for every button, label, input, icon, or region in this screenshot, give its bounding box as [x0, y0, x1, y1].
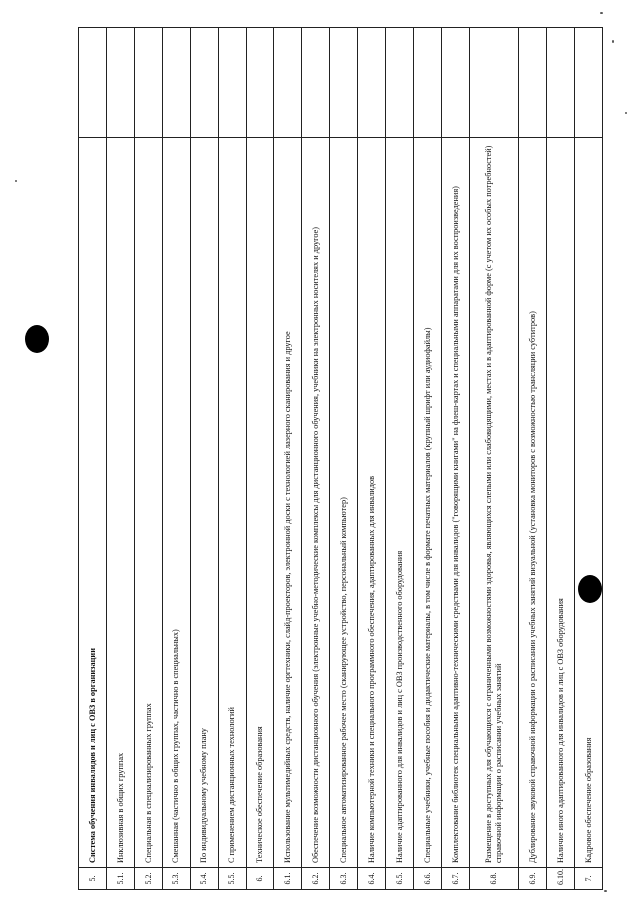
row-description-cell: Техническое обеспечение образования — [246, 138, 274, 868]
row-value-cell — [106, 28, 134, 138]
row-description-cell: Кадровое обеспечение образования — [574, 138, 602, 868]
row-description-cell: Специальные учебники, учебные пособия и дидактические материалы, в том числе в формате печатных материалов (крупный шрифт или аудиофайлы) — [414, 138, 442, 868]
row-description-cell: По индивидуальному учебному плану — [190, 138, 218, 868]
scan-speck — [15, 180, 17, 182]
table-row — [134, 28, 162, 890]
row-value-cell — [441, 28, 469, 138]
row-number-cell: 6.2. — [302, 868, 330, 890]
row-value-cell — [546, 28, 574, 138]
table-row — [274, 28, 302, 890]
row-number-cell: 6.9. — [519, 868, 547, 890]
scan-speck — [612, 40, 614, 43]
row-description-cell: Дублирование звуковой справочной информации о расписании учебных занятий визуальной (установка мониторов с возможностью трансляции субтитров) — [519, 138, 547, 868]
row-value-cell — [302, 28, 330, 138]
row-description-cell: Размещение в доступных для обучающихся с ограниченными возможностями здоровья, являющихся слепыми или слабовидящими, местах и в адаптированной форме (с учетом их особых потребностей) справочной информации о расписании учебных занятий — [469, 138, 518, 868]
table-row — [190, 28, 218, 890]
row-value-cell — [246, 28, 274, 138]
row-value-cell — [469, 28, 518, 138]
table-row — [546, 28, 574, 890]
scan-speck — [600, 12, 603, 14]
row-number-cell: 5.1. — [106, 868, 134, 890]
row-number-cell: 6.5. — [386, 868, 414, 890]
row-value-cell — [218, 28, 246, 138]
row-number-cell: 5.4. — [190, 868, 218, 890]
row-description-cell: Обеспечение возможности дистанционного обучения (электронные учебно-методические комплексы для дистанционного обучения, учебники на электронных носителях и другое) — [302, 138, 330, 868]
row-description-cell: Смешанная (частично в общих группах, частично в специальных) — [162, 138, 190, 868]
row-number-cell: 6.6. — [414, 868, 442, 890]
row-value-cell — [386, 28, 414, 138]
table-row — [441, 28, 469, 890]
row-number-cell: 5.3. — [162, 868, 190, 890]
row-number-cell: 7. — [574, 868, 602, 890]
ovz-table — [78, 27, 603, 890]
row-number-cell: 5.5. — [218, 868, 246, 890]
row-number-cell: 6.10. — [546, 868, 574, 890]
row-value-cell — [358, 28, 386, 138]
row-value-cell — [190, 28, 218, 138]
table-row — [218, 28, 246, 890]
row-number-cell: 5.2. — [134, 868, 162, 890]
row-number-cell: 5. — [79, 868, 107, 890]
table-row — [246, 28, 274, 890]
table-row — [519, 28, 547, 890]
row-description-cell: С применением дистанционных технологий — [218, 138, 246, 868]
row-description-cell: Использование мультимедийных средств, наличие оргтехники, слайд-проекторов, электронной доски с технологией лазерного сканирования и другое — [274, 138, 302, 868]
row-value-cell — [134, 28, 162, 138]
row-value-cell — [519, 28, 547, 138]
table-row — [330, 28, 358, 890]
row-number-cell: 6.8. — [469, 868, 518, 890]
table-row — [302, 28, 330, 890]
row-description-cell: Комплектование библиотек специальными адаптивно-техническими средствами для инвалидов ("говорящими книгами" на флеш-картах и специальными аппаратами для их воспроизведения) — [441, 138, 469, 868]
row-description-cell: Система обучения инвалидов и лиц с ОВЗ в организации — [79, 138, 107, 868]
row-description-cell: Наличие компьютерной техники и специального программного обеспечения, адаптированных для инвалидов — [358, 138, 386, 868]
row-description-cell: Специальная в специализированных группах — [134, 138, 162, 868]
row-value-cell — [162, 28, 190, 138]
scan-hole-dot — [25, 325, 49, 353]
row-value-cell — [330, 28, 358, 138]
table-row — [469, 28, 518, 890]
scan-speck — [604, 890, 607, 892]
row-value-cell — [574, 28, 602, 138]
table-row — [106, 28, 134, 890]
row-description-cell: Наличие иного адаптированного для инвалидов и лиц с ОВЗ оборудования — [546, 138, 574, 868]
scan-speck — [625, 112, 627, 114]
row-number-cell: 6.7. — [441, 868, 469, 890]
row-number-cell: 6.4. — [358, 868, 386, 890]
row-description-cell: Наличие адаптированного для инвалидов и лиц с ОВЗ производственного оборудования — [386, 138, 414, 868]
table-row — [386, 28, 414, 890]
table-row — [358, 28, 386, 890]
row-number-cell: 6. — [246, 868, 274, 890]
table-row — [414, 28, 442, 890]
row-number-cell: 6.3. — [330, 868, 358, 890]
rotated-table-page — [78, 28, 603, 890]
row-value-cell — [79, 28, 107, 138]
table-row — [79, 28, 107, 890]
table-row — [162, 28, 190, 890]
row-value-cell — [274, 28, 302, 138]
row-number-cell: 6.1. — [274, 868, 302, 890]
table-row — [574, 28, 602, 890]
row-description-cell: Специальное автоматизированное рабочее место (сканирующее устройство, персональный компьютер) — [330, 138, 358, 868]
row-description-cell: Инклюзивная в общих группах — [106, 138, 134, 868]
row-value-cell — [414, 28, 442, 138]
